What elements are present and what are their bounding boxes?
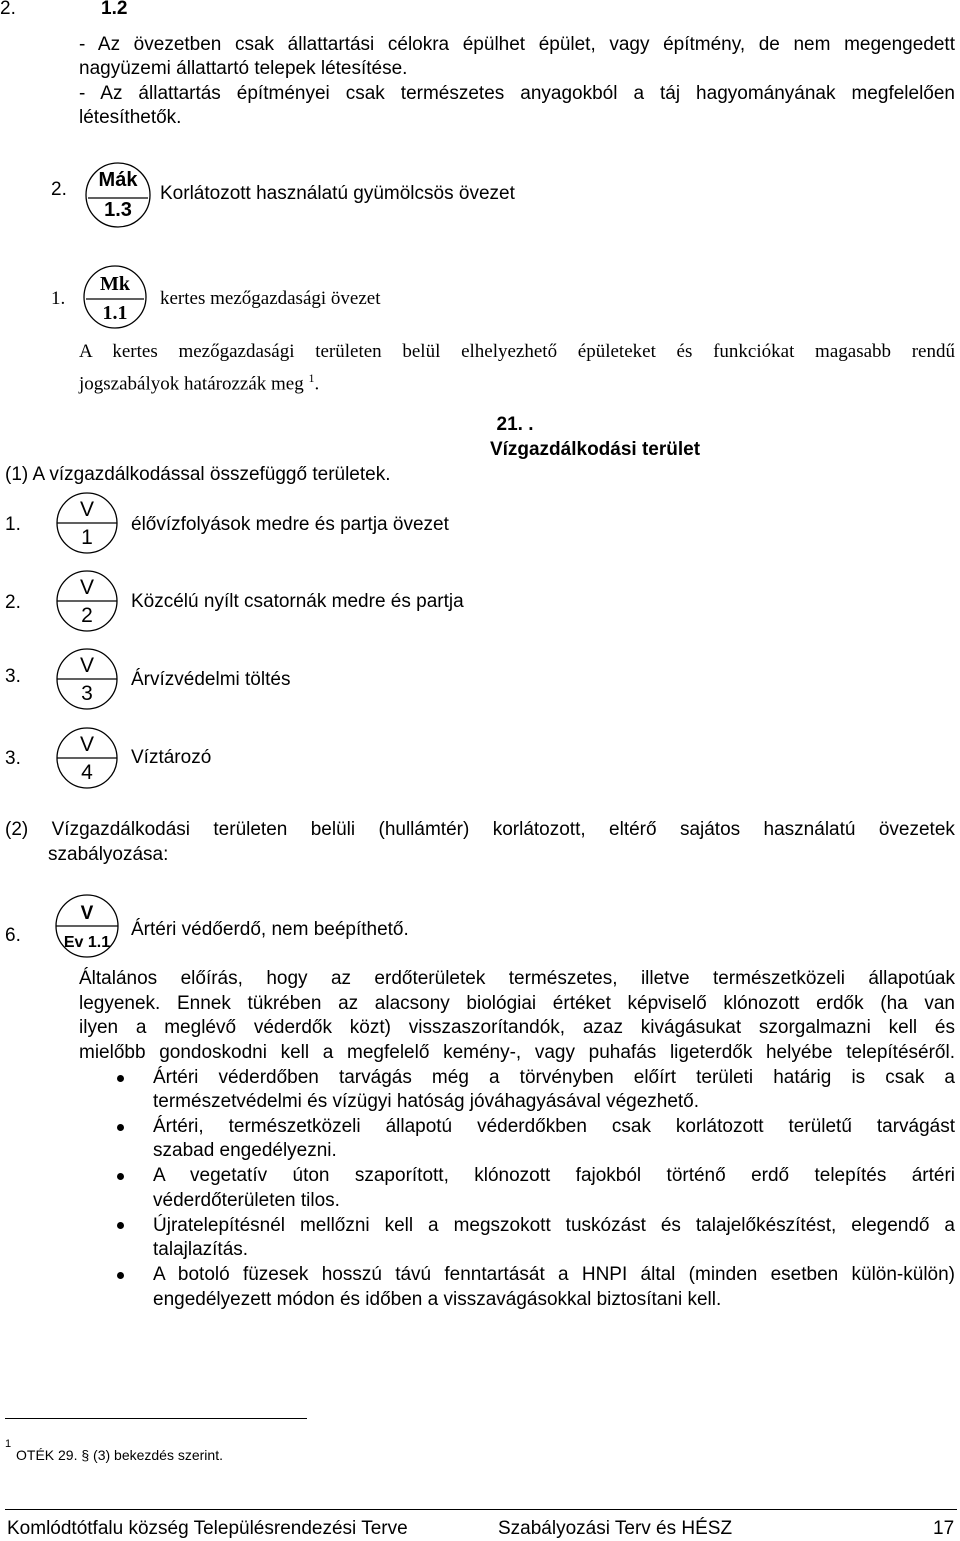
bullet-1-line-2: természetvédelmi és vízügyi hatóság jóváhagyásával végezhető. bbox=[153, 1091, 700, 1112]
ev-zone-symbol bbox=[55, 894, 119, 958]
bullet-4-line-1: Újratelepítésnél mellőzni kell a megszokott tuskózást és talajelőkészítést, elegendő a bbox=[153, 1215, 955, 1236]
paragraph-2-word: sajátos bbox=[679, 819, 741, 840]
mk-zone-text-line-1: A kertes mezőgazdasági területen belül elhelyezhető épületeket és funkciókat magasabb rendű bbox=[79, 341, 955, 362]
paragraph-2-word: területen bbox=[213, 819, 288, 840]
section-number: 21. . bbox=[496, 414, 534, 435]
water-zone-2-code-top: V bbox=[79, 576, 94, 599]
water-zone-3-label: Árvízvédelmi töltés bbox=[131, 669, 291, 690]
bullet-5-line-1: A botoló füzesek hosszú távú fenntartását a HNPI által (minden esetben külön-külön) bbox=[153, 1264, 955, 1285]
mk-zone-number: 1. bbox=[51, 288, 66, 309]
mk-zone-symbol bbox=[80, 265, 150, 330]
mak-zone-code-top: Mák bbox=[98, 169, 138, 191]
water-zone-3-number: 3. bbox=[5, 666, 21, 687]
water-zone-3-code-top: V bbox=[79, 654, 94, 677]
water-zone-4-code-top: V bbox=[79, 733, 94, 756]
bullet-icon bbox=[117, 1173, 124, 1180]
section-paragraph-1: (1) A vízgazdálkodással összefüggő területek. bbox=[5, 464, 391, 485]
top-heading-code: 1.2 bbox=[101, 0, 128, 19]
paragraph-2-word: eltérő bbox=[609, 819, 657, 840]
general-rule-line-4: mielőbb gondoskodni kell a megfelelő kemény-, vagy puhafás ligeterdők helyébe telepítéséről. bbox=[79, 1042, 955, 1063]
bullet-3-line-2: véderdőterületen tilos. bbox=[153, 1190, 340, 1211]
water-zone-4-symbol bbox=[56, 727, 118, 789]
bullet-5-line-2: engedélyezett módon és időben a visszavágásokkal biztosítani kell. bbox=[153, 1289, 722, 1310]
bullet-1-line-1: Ártéri véderdőben tarvágás még a törvényben előírt területi határig is csak a bbox=[153, 1067, 955, 1088]
footer-left: Komlódtótfalu község Településrendezési Terve bbox=[7, 1518, 408, 1539]
section-title: Vízgazdálkodási terület bbox=[489, 439, 701, 460]
water-zone-3-symbol bbox=[56, 648, 118, 710]
intro-line-2: nagyüzemi állattartó telepek létesítése. bbox=[79, 58, 408, 79]
mak-zone-symbol bbox=[80, 162, 156, 228]
water-zone-4-label: Víztározó bbox=[131, 747, 212, 768]
bullet-icon bbox=[117, 1272, 124, 1279]
general-rule-line-1: Általános előírás, hogy az erdőterületek természetes, illetve természetközeli állapotúak bbox=[79, 968, 955, 989]
ev-zone-code-top: V bbox=[80, 903, 94, 924]
intro-line-3: - Az állattartás építményei csak természetes anyagokból a táj hagyományának megfelelően bbox=[79, 83, 955, 104]
footnote-reference[interactable]: 1 bbox=[308, 371, 315, 385]
water-zone-4-number: 3. bbox=[5, 748, 21, 769]
bullet-icon bbox=[117, 1075, 124, 1082]
top-heading-number: 2. bbox=[0, 0, 16, 19]
mk-zone-text-end: . bbox=[314, 373, 320, 395]
mak-zone-label: Korlátozott használatú gyümölcsös övezet bbox=[160, 183, 515, 204]
footnote-separator bbox=[5, 1418, 307, 1419]
paragraph-2-word: övezetek bbox=[878, 819, 955, 840]
paragraph-2-word: (2) bbox=[5, 819, 29, 840]
ev-zone-code-bottom: Ev 1.1 bbox=[63, 934, 111, 951]
water-zone-4-code-bottom: 4 bbox=[81, 761, 93, 784]
water-zone-1-symbol bbox=[56, 492, 118, 554]
paragraph-2-word: (hullámtér) bbox=[378, 819, 470, 840]
mak-zone-number: 2. bbox=[51, 179, 67, 200]
mk-zone-code-bottom: 1.1 bbox=[102, 302, 128, 324]
bullet-3-line-1: A vegetatív úton szaporított, klónozott fajokból történő erdő telepítés ártéri bbox=[153, 1165, 955, 1186]
intro-line-4: létesíthetők. bbox=[79, 107, 182, 128]
general-rule-line-3: ilyen a meglévő véderdők közt) visszaszorítandók, azaz kivágásukat szorgalmazni kell és bbox=[79, 1017, 955, 1038]
mk-zone-text-line-2-body: jogszabályok határozzák meg bbox=[79, 373, 304, 395]
mk-zone-code-top: Mk bbox=[100, 273, 130, 295]
ev-zone-number: 6. bbox=[5, 925, 21, 946]
water-zone-2-symbol bbox=[56, 570, 118, 632]
bullet-2-line-2: szabad engedélyezni. bbox=[153, 1140, 337, 1161]
water-zone-1-number: 1. bbox=[5, 514, 21, 535]
footnote-mark: 1 bbox=[5, 1438, 12, 1450]
mak-zone-code-bottom: 1.3 bbox=[104, 199, 132, 221]
footer-rule bbox=[5, 1509, 957, 1510]
water-zone-2-number: 2. bbox=[5, 592, 21, 613]
water-zone-2-label: Közcélú nyílt csatornák medre és partja bbox=[131, 591, 464, 612]
intro-line-1: - Az övezetben csak állattartási célokra épülhet épület, vagy építmény, de nem megengedett bbox=[79, 34, 955, 55]
footnote-text: OTÉK 29. § (3) bekezdés szerint. bbox=[16, 1447, 223, 1463]
mk-zone-text-line-2 bbox=[79, 366, 319, 396]
water-zone-1-code-top: V bbox=[79, 498, 94, 521]
footer-page-number: 17 bbox=[933, 1518, 955, 1539]
mk-zone-label: kertes mezőgazdasági övezet bbox=[160, 288, 381, 309]
footer-center: Szabályozási Terv és HÉSZ bbox=[498, 1518, 733, 1539]
paragraph-2-word: Vízgazdálkodási bbox=[51, 819, 190, 840]
water-zone-3-code-bottom: 3 bbox=[81, 682, 93, 705]
paragraph-2-line-1 bbox=[5, 818, 955, 842]
ev-zone-label: Ártéri védőerdő, nem beépíthető. bbox=[131, 919, 409, 940]
paragraph-2-word: belüli bbox=[310, 819, 356, 840]
bullet-icon bbox=[117, 1124, 124, 1131]
water-zone-1-label: élővízfolyások medre és partja övezet bbox=[131, 514, 449, 535]
paragraph-2-line-2: szabályozása: bbox=[48, 844, 169, 865]
bullet-icon bbox=[117, 1222, 124, 1229]
general-rule-line-2: legyenek. Ennek tükrében az alacsony biológiai értéket képviselő klónozott erdők (ha van bbox=[79, 993, 955, 1014]
bullet-2-line-1: Ártéri, természetközeli állapotú véderdőkben csak korlátozott területű tarvágást bbox=[153, 1116, 955, 1137]
paragraph-2-word: használatú bbox=[763, 819, 856, 840]
water-zone-2-code-bottom: 2 bbox=[81, 604, 93, 627]
paragraph-2-word: korlátozott, bbox=[492, 819, 586, 840]
bullet-4-line-2: talajlazítás. bbox=[153, 1239, 249, 1260]
water-zone-1-code-bottom: 1 bbox=[81, 526, 93, 549]
